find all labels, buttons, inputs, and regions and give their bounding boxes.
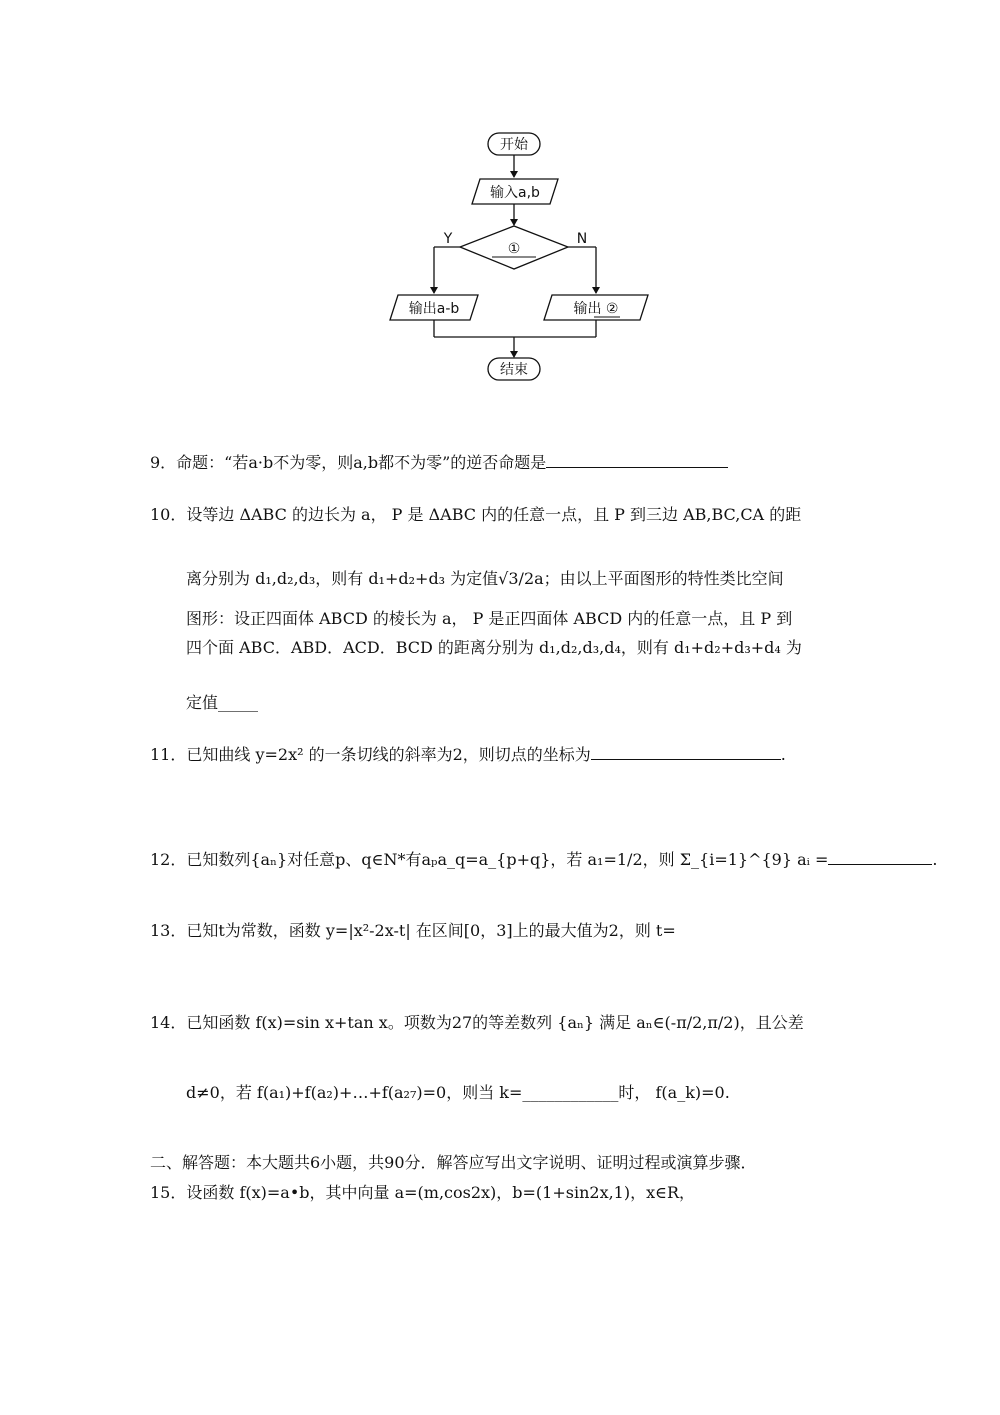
flowchart-yes-label: Y [443, 231, 453, 247]
question-10-line-5: 定值_____ [186, 693, 259, 712]
question-9-text: 9．命题：“若a·b不为零，则a,b都不为零”的逆否命题是 [150, 453, 547, 472]
question-15: 15．设函数 f(x)=a•b，其中向量 a=(m,cos2x)，b=(1+sin2x,1)，x∈R， [150, 1183, 696, 1202]
flowchart-no-label: N [576, 231, 588, 247]
question-14-line-1: 14．已知函数 f(x)=sin x+tan x。项数为27的等差数列 {aₙ} 满足 aₙ∈(-π/2,π/2)，且公差 [150, 1013, 804, 1032]
flowchart-start-text: 开始 [500, 137, 528, 153]
question-13: 13．已知t为常数，函数 y=|x²-2x-t| 在区间[0，3]上的最大值为2，则 t= [150, 921, 676, 940]
flowchart-condition-text: ① [507, 241, 521, 257]
question-12: 12．已知数列{aₙ}对任意p、q∈N*有aₚa_q=a_{p+q}，若 a₁=1/2，则 Σ_{i=1}^{9} aᵢ = . [150, 850, 938, 869]
question-10-line-1: 10．设等边 ΔABC 的边长为 a， P 是 ΔABC 内的任意一点，且 P 到三边 AB,BC,CA 的距 [150, 505, 802, 524]
flowchart-input-text: 输入a,b [490, 185, 540, 201]
question-10-line-3: 图形：设正四面体 ABCD 的棱长为 a， P 是正四面体 ABCD 内的任意一点，且 P 到 [186, 609, 793, 628]
question-12-text: 12．已知数列{aₙ}对任意p、q∈N*有aₚa_q=a_{p+q}，若 a₁=1/2，则 Σ_{i=1}^{9} aᵢ = [150, 850, 829, 869]
flowchart-output-left-text: 输出a-b [408, 301, 460, 317]
flowchart [380, 125, 670, 390]
question-10-line-4: 四个面 ABC．ABD．ACD．BCD 的距离分别为 d₁,d₂,d₃,d₄，则有 d₁+d₂+d₃+d₄ 为 [186, 638, 802, 657]
flowchart-output-right-text: 输出 ② [573, 301, 619, 317]
section-2-heading: 二、解答题：本大题共6小题，共90分．解答应写出文字说明、证明过程或演算步骤． [150, 1153, 757, 1172]
question-11: 11．已知曲线 y=2x² 的一条切线的斜率为2，则切点的坐标为 . [150, 745, 786, 764]
question-14-line-2: d≠0，若 f(a₁)+f(a₂)+…+f(a₂₇)=0，则当 k=____________时， f(a_k)=0. [186, 1083, 730, 1102]
question-11-text: 11．已知曲线 y=2x² 的一条切线的斜率为2，则切点的坐标为 [150, 745, 591, 764]
flowchart-end-text: 结束 [500, 362, 528, 378]
question-10-line-2: 离分别为 d₁,d₂,d₃，则有 d₁+d₂+d₃ 为定值√3/2a；由以上平面图形的特性类比空间 [186, 569, 784, 588]
question-9 [150, 450, 728, 473]
